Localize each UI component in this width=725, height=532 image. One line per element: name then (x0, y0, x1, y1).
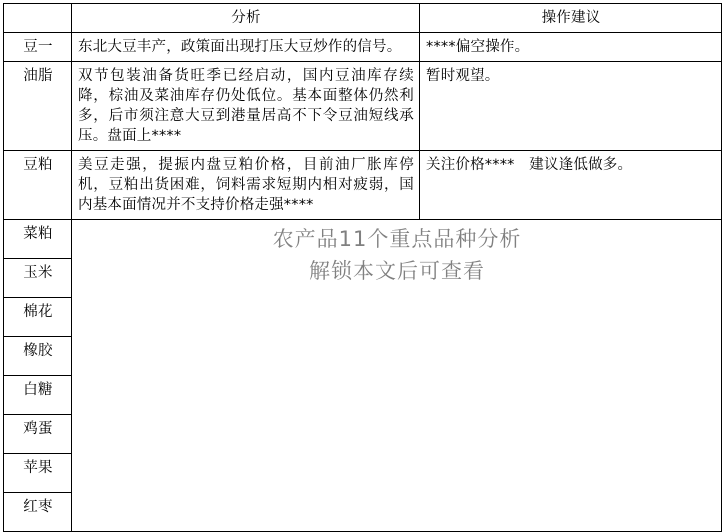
row-name-jidan: 鸡蛋 (4, 415, 72, 454)
row-name-douyi: 豆一 (4, 33, 72, 62)
row-name-caipo: 菜粕 (4, 220, 72, 259)
row-name-doupo: 豆粕 (4, 151, 72, 220)
row-name-baitang: 白糖 (4, 376, 72, 415)
locked-notice-line1: 农产品11个重点品种分析 (272, 227, 522, 251)
table-row (4, 151, 722, 220)
row-name-mianhua: 棉花 (4, 298, 72, 337)
row-advice-douyi: ****偏空操作。 (420, 33, 722, 62)
locked-content-area (72, 220, 722, 532)
locked-notice-line2: 解锁本文后可查看 (309, 258, 485, 283)
table-row (4, 33, 722, 62)
row-analysis-douyi: 东北大豆丰产，政策面出现打压大豆炒作的信号。 (72, 33, 420, 62)
row-name-pingguo: 苹果 (4, 454, 72, 493)
row-analysis-youzhi: 双节包装油备货旺季已经启动，国内豆油库存续降，棕油及菜油库存仍处低位。基本面整体仍然利多，后市须注意大豆到港量居高不下令豆油短线承压。盘面上**** (72, 62, 420, 151)
header-advice: 操作建议 (420, 4, 722, 33)
table-row-locked (4, 220, 722, 259)
row-name-yumi: 玉米 (4, 259, 72, 298)
sheet-container (0, 3, 725, 515)
row-name-youzhi: 油脂 (4, 62, 72, 151)
row-advice-youzhi: 暂时观望。 (420, 62, 722, 151)
locked-notice (78, 224, 716, 287)
row-analysis-doupo: 美豆走强，提振内盘豆粕价格，目前油厂胀库停机，豆粕出货困难，饲料需求短期内相对疲弱，国内基本面情况并不支持价格走强**** (72, 151, 420, 220)
commodity-analysis-table (3, 3, 722, 532)
header-corner-cell (4, 4, 72, 33)
row-name-xiangjiao: 橡胶 (4, 337, 72, 376)
header-analysis: 分析 (72, 4, 420, 33)
row-name-hongzao: 红枣 (4, 493, 72, 532)
row-advice-doupo: 关注价格**** 建议逢低做多。 (420, 151, 722, 220)
table-header-row (4, 4, 722, 33)
table-row (4, 62, 722, 151)
